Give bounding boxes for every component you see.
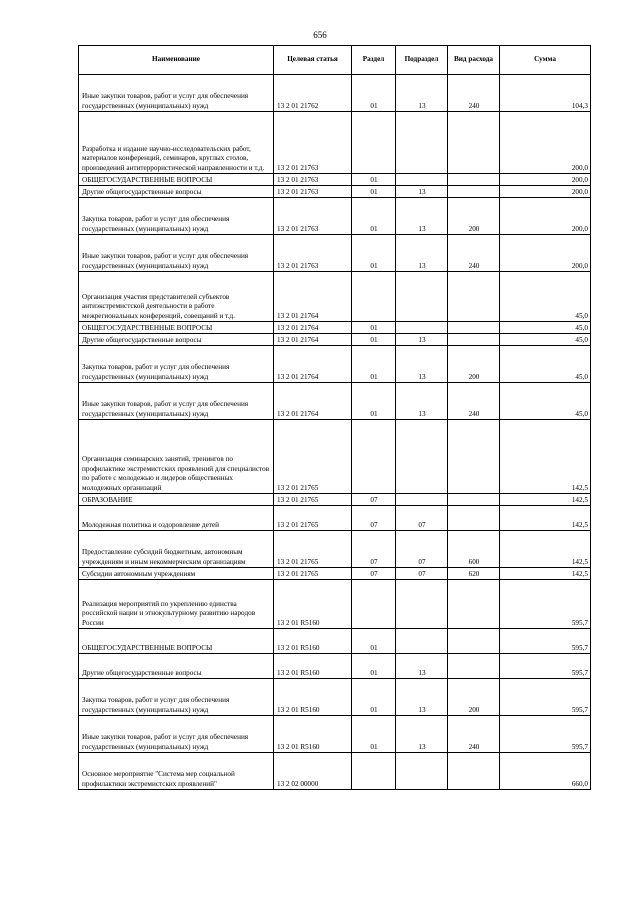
table-row [79,272,591,322]
table-row [79,174,591,186]
cell-sum: 45,0 [500,272,591,322]
cell-name: Закупка товаров, работ и услуг для обеспечения государственных (муниципальных) нужд [79,198,274,235]
cell-sum: 200,0 [500,186,591,198]
cell-section: 01 [352,322,396,334]
cell-sum: 45,0 [500,346,591,383]
cell-subsection [396,272,448,322]
cell-section: 01 [352,346,396,383]
cell-article: 13 2 01 21765 [274,531,352,568]
cell-subsection: 07 [396,531,448,568]
cell-section: 01 [352,174,396,186]
cell-sum: 200,0 [500,112,591,174]
table-row [79,654,591,679]
cell-name: Иные закупки товаров, работ и услуг для обеспечения государственных (муниципальных) нужд [79,75,274,112]
cell-sum: 45,0 [500,383,591,420]
cell-subsection [396,753,448,790]
cell-section: 01 [352,334,396,346]
cell-article: 13 2 01 21763 [274,112,352,174]
column-header-article: Целевая статья [274,46,352,75]
cell-section: 01 [352,186,396,198]
table-row [79,568,591,580]
cell-name: ОБРАЗОВАНИЕ [79,494,274,506]
cell-subsection [396,420,448,494]
column-header-name: Наименование [79,46,274,75]
cell-name: Закупка товаров, работ и услуг для обеспечения государственных (муниципальных) нужд [79,679,274,716]
cell-sum: 200,0 [500,198,591,235]
cell-sum: 595,7 [500,679,591,716]
cell-subsection: 13 [396,654,448,679]
cell-subsection: 13 [396,198,448,235]
cell-name: Другие общегосударственные вопросы [79,654,274,679]
table-row [79,198,591,235]
cell-section [352,753,396,790]
cell-article: 13 2 01 21763 [274,235,352,272]
table-row [79,716,591,753]
cell-section [352,112,396,174]
table-header-row [79,46,591,75]
cell-sum: 595,7 [500,716,591,753]
table-row [79,186,591,198]
cell-section: 01 [352,198,396,235]
cell-section: 07 [352,494,396,506]
cell-name: Основное мероприятие "Система мер социальной профилактики экстремистских проявлений" [79,753,274,790]
table-row [79,334,591,346]
cell-sum: 142,5 [500,420,591,494]
cell-article: 13 2 01 21762 [274,75,352,112]
cell-subsection: 13 [396,346,448,383]
cell-article: 13 2 01 21765 [274,494,352,506]
table-row [79,383,591,420]
cell-section: 01 [352,654,396,679]
table-row [79,679,591,716]
cell-section [352,272,396,322]
cell-sum: 595,7 [500,654,591,679]
cell-expense [448,186,500,198]
cell-article: 13 2 01 21764 [274,346,352,383]
cell-subsection [396,322,448,334]
cell-section [352,420,396,494]
cell-subsection: 13 [396,75,448,112]
cell-expense: 600 [448,531,500,568]
cell-name: ОБЩЕГОСУДАРСТВЕННЫЕ ВОПРОСЫ [79,322,274,334]
cell-subsection [396,580,448,629]
cell-name: Реализация мероприятий по укреплению единства российской нации и этнокультурному развитию народов России [79,580,274,629]
table-row [79,753,591,790]
cell-name: ОБЩЕГОСУДАРСТВЕННЫЕ ВОПРОСЫ [79,174,274,186]
cell-expense: 200 [448,679,500,716]
page-number: 656 [313,30,327,40]
cell-name: Предоставление субсидий бюджетным, автономным учреждениям и иным некоммерческим организациям [79,531,274,568]
table-row [79,346,591,383]
cell-article: 13 2 01 21764 [274,272,352,322]
cell-expense: 620 [448,568,500,580]
cell-subsection [396,494,448,506]
cell-article: 13 2 01 21763 [274,198,352,235]
cell-sum: 142,5 [500,506,591,531]
cell-sum: 200,0 [500,235,591,272]
cell-name: Организация семинарских занятий, тренингов по профилактике экстремистских проявлений для специалистов по работе с молодежью и лидеров общественных молодежных организаций [79,420,274,494]
cell-name: Другие общегосударственные вопросы [79,334,274,346]
cell-expense [448,654,500,679]
cell-expense [448,272,500,322]
cell-section: 01 [352,235,396,272]
cell-article: 13 2 01 21764 [274,334,352,346]
cell-article: 13 2 01 21763 [274,174,352,186]
cell-subsection: 07 [396,568,448,580]
cell-section: 01 [352,679,396,716]
cell-subsection: 07 [396,506,448,531]
cell-expense [448,322,500,334]
cell-expense [448,334,500,346]
cell-section: 07 [352,568,396,580]
cell-expense: 240 [448,716,500,753]
cell-subsection [396,629,448,654]
cell-name: Организация участия представителей субъектов антиэкстремистской деятельности в работе межрегиональных конференций, совещаний и т.д. [79,272,274,322]
column-header-sum: Сумма [500,46,591,75]
cell-subsection: 13 [396,716,448,753]
cell-section: 01 [352,629,396,654]
cell-expense: 240 [448,235,500,272]
table-row [79,322,591,334]
cell-article: 13 2 01 21764 [274,383,352,420]
cell-expense: 240 [448,383,500,420]
table-body [79,75,591,790]
column-header-section: Раздел [352,46,396,75]
table-row [79,235,591,272]
cell-subsection: 13 [396,235,448,272]
cell-article: 13 2 01 21765 [274,506,352,531]
cell-expense: 200 [448,198,500,235]
cell-section: 01 [352,75,396,112]
cell-subsection: 13 [396,334,448,346]
table-row [79,420,591,494]
cell-section [352,580,396,629]
table-row [79,629,591,654]
cell-subsection [396,112,448,174]
cell-sum: 45,0 [500,334,591,346]
cell-name: Молодежная политика и оздоровление детей [79,506,274,531]
cell-expense [448,112,500,174]
table-row [79,112,591,174]
cell-subsection [396,174,448,186]
cell-expense [448,506,500,531]
cell-sum: 595,7 [500,580,591,629]
cell-expense [448,494,500,506]
cell-article: 13 2 01 21765 [274,568,352,580]
cell-name: Разработка и издание научно-исследовательских работ, материалов конференций, семинаров, круглых столов, произведений антитеррористической направленности и т.д. [79,112,274,174]
cell-sum: 142,5 [500,494,591,506]
table-row [79,75,591,112]
cell-subsection: 13 [396,186,448,198]
cell-sum: 45,0 [500,322,591,334]
cell-sum: 200,0 [500,174,591,186]
cell-article: 13 2 01 R5160 [274,629,352,654]
cell-sum: 104,3 [500,75,591,112]
cell-expense: 200 [448,346,500,383]
cell-article: 13 2 01 R5160 [274,716,352,753]
cell-expense [448,629,500,654]
cell-article: 13 2 01 21764 [274,322,352,334]
cell-expense [448,174,500,186]
cell-expense [448,580,500,629]
cell-name: Другие общегосударственные вопросы [79,186,274,198]
cell-expense: 240 [448,75,500,112]
cell-name: ОБЩЕГОСУДАРСТВЕННЫЕ ВОПРОСЫ [79,629,274,654]
table-row [79,506,591,531]
cell-name: Иные закупки товаров, работ и услуг для обеспечения государственных (муниципальных) нужд [79,235,274,272]
cell-article: 13 2 01 R5160 [274,580,352,629]
cell-expense [448,753,500,790]
cell-section: 01 [352,716,396,753]
cell-article: 13 2 01 21763 [274,186,352,198]
cell-article: 13 2 01 21765 [274,420,352,494]
table-row [79,494,591,506]
cell-name: Иные закупки товаров, работ и услуг для обеспечения государственных (муниципальных) нужд [79,716,274,753]
table-row [79,531,591,568]
table-row [79,580,591,629]
cell-sum: 142,5 [500,568,591,580]
cell-name: Субсидии автономным учреждениям [79,568,274,580]
cell-sum: 595,7 [500,629,591,654]
cell-subsection: 13 [396,383,448,420]
cell-section: 07 [352,531,396,568]
budget-table [78,45,591,790]
cell-expense [448,420,500,494]
cell-section: 07 [352,506,396,531]
cell-name: Иные закупки товаров, работ и услуг для обеспечения государственных (муниципальных) нужд [79,383,274,420]
cell-article: 13 2 02 00000 [274,753,352,790]
cell-sum: 142,5 [500,531,591,568]
cell-sum: 660,0 [500,753,591,790]
cell-article: 13 2 01 R5160 [274,679,352,716]
cell-name: Закупка товаров, работ и услуг для обеспечения государственных (муниципальных) нужд [79,346,274,383]
column-header-expense: Вид расхода [448,46,500,75]
cell-article: 13 2 01 R5160 [274,654,352,679]
column-header-subsection: Подраздел [396,46,448,75]
cell-section: 01 [352,383,396,420]
cell-subsection: 13 [396,679,448,716]
